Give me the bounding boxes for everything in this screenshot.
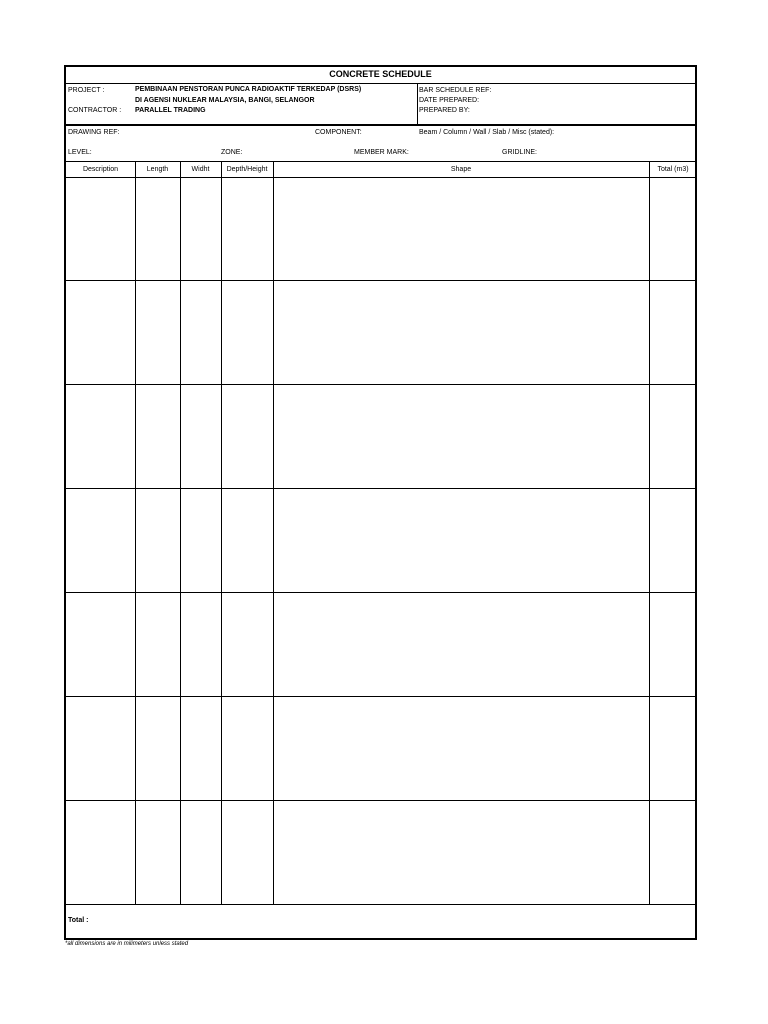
level-label: LEVEL: xyxy=(68,149,92,156)
form-title: CONCRETE SCHEDULE xyxy=(329,69,432,79)
component-label: COMPONENT: xyxy=(315,129,362,136)
column-divider xyxy=(135,161,136,905)
total-label: Total : xyxy=(68,917,89,924)
row-divider xyxy=(66,800,695,801)
divider xyxy=(417,84,418,125)
col-header-length: Length xyxy=(146,166,169,173)
footnote: *all dimensions are in milimeters unless stated xyxy=(65,941,189,947)
bar-schedule-ref-label: BAR SCHEDULE REF: xyxy=(419,87,492,94)
col-header-depth: Depth/Height xyxy=(226,166,268,173)
row-divider xyxy=(66,592,695,593)
col-header-total: Total (m3) xyxy=(657,166,689,173)
column-divider xyxy=(221,161,222,905)
divider xyxy=(66,177,695,178)
col-header-shape: Shape xyxy=(450,166,472,173)
column-divider xyxy=(273,161,274,905)
gridline-label: GRIDLINE: xyxy=(502,149,538,156)
project-line-2: DI AGENSI NUKLEAR MALAYSIA, BANGI, SELANGOR xyxy=(135,97,315,104)
row-divider xyxy=(66,904,695,905)
project-label: PROJECT : xyxy=(68,87,105,94)
col-header-description: Description xyxy=(82,166,118,173)
column-divider xyxy=(180,161,181,905)
row-divider xyxy=(66,696,695,697)
project-line-1: PEMBINAAN PENSTORAN PUNCA RADIOAKTIF TERKEDAP (DSRS) xyxy=(135,86,362,93)
prepared-by-label: PREPARED BY: xyxy=(419,107,470,114)
member-mark-label: MEMBER MARK: xyxy=(354,149,409,156)
drawing-ref-label: DRAWING REF: xyxy=(68,129,120,136)
divider xyxy=(66,161,695,162)
component-options: Beam / Column / Wall / Slab / Misc (stated): xyxy=(419,129,555,136)
col-header-width: Widht xyxy=(191,166,210,173)
row-divider xyxy=(66,384,695,385)
date-prepared-label: DATE PREPARED: xyxy=(419,97,480,104)
row-divider xyxy=(66,488,695,489)
divider xyxy=(66,83,695,84)
contractor-label: CONTRACTOR : xyxy=(68,107,122,114)
column-divider xyxy=(649,161,650,905)
concrete-schedule-form xyxy=(64,65,697,940)
row-divider xyxy=(66,280,695,281)
zone-label: ZONE: xyxy=(221,149,243,156)
contractor-value: PARALLEL TRADING xyxy=(135,107,206,114)
divider xyxy=(66,124,695,126)
